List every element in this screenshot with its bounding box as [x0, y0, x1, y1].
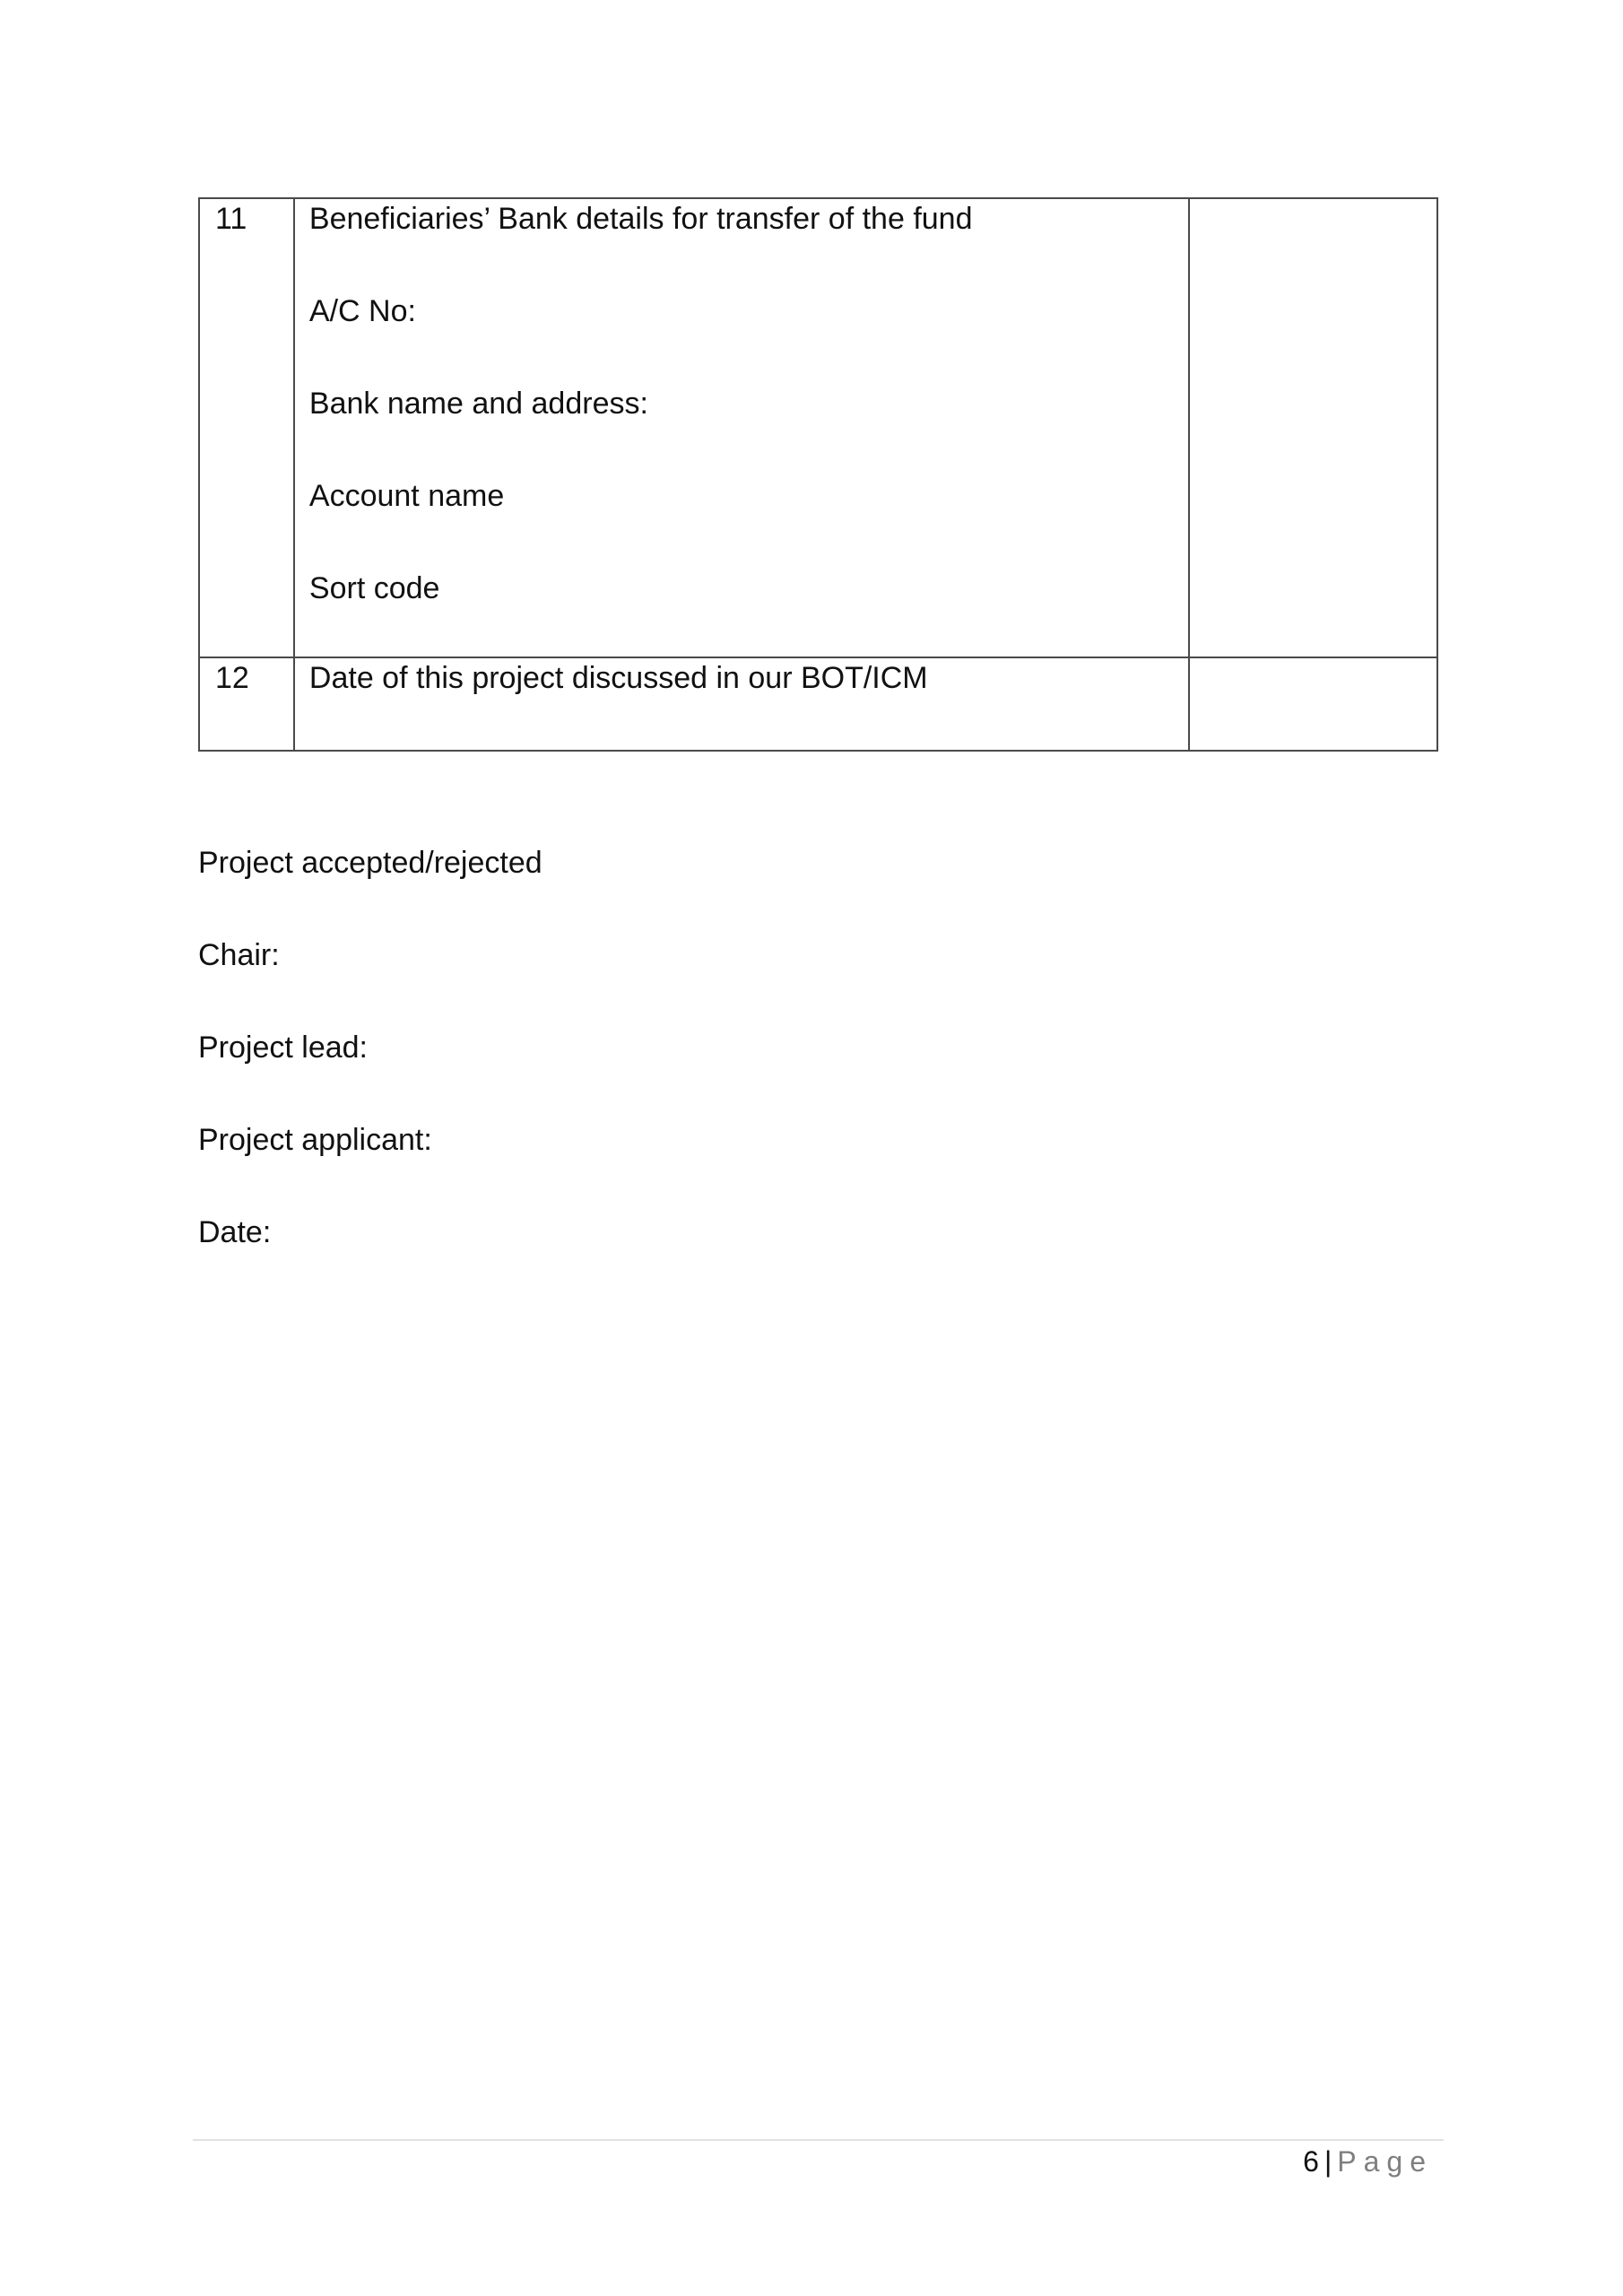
- footer-divider: [193, 2139, 1444, 2141]
- project-applicant-label: Project applicant:: [198, 1123, 432, 1157]
- footer-separator: |: [1324, 2145, 1332, 2178]
- project-lead-label: Project lead:: [198, 1031, 368, 1065]
- bank-details-heading: Beneficiaries’ Bank details for transfer of the fund: [308, 202, 973, 236]
- signoff-section: [198, 845, 542, 1307]
- row-description: [294, 198, 1190, 657]
- row-description: [294, 657, 1190, 751]
- page-number: 6: [1303, 2145, 1319, 2178]
- page-word: Page: [1337, 2145, 1433, 2178]
- chair-label: Chair:: [198, 938, 280, 972]
- project-status-label: Project accepted/rejected: [198, 846, 542, 880]
- sort-code-label: Sort code: [308, 571, 440, 605]
- table-row: [199, 198, 1437, 657]
- row-value-cell: [1189, 198, 1437, 657]
- page-footer: [1303, 2145, 1433, 2179]
- row-number: 11: [199, 198, 294, 657]
- bank-name-address-label: Bank name and address:: [308, 387, 648, 421]
- discussion-date-label: Date of this project discussed in our BOT/ICM: [308, 661, 928, 695]
- account-number-label: A/C No:: [308, 294, 416, 328]
- date-label: Date:: [198, 1215, 272, 1249]
- application-form-table: [198, 197, 1438, 752]
- row-value-cell: [1189, 657, 1437, 751]
- table-row: [199, 657, 1437, 751]
- row-number: 12: [199, 657, 294, 751]
- account-name-label: Account name: [308, 479, 505, 513]
